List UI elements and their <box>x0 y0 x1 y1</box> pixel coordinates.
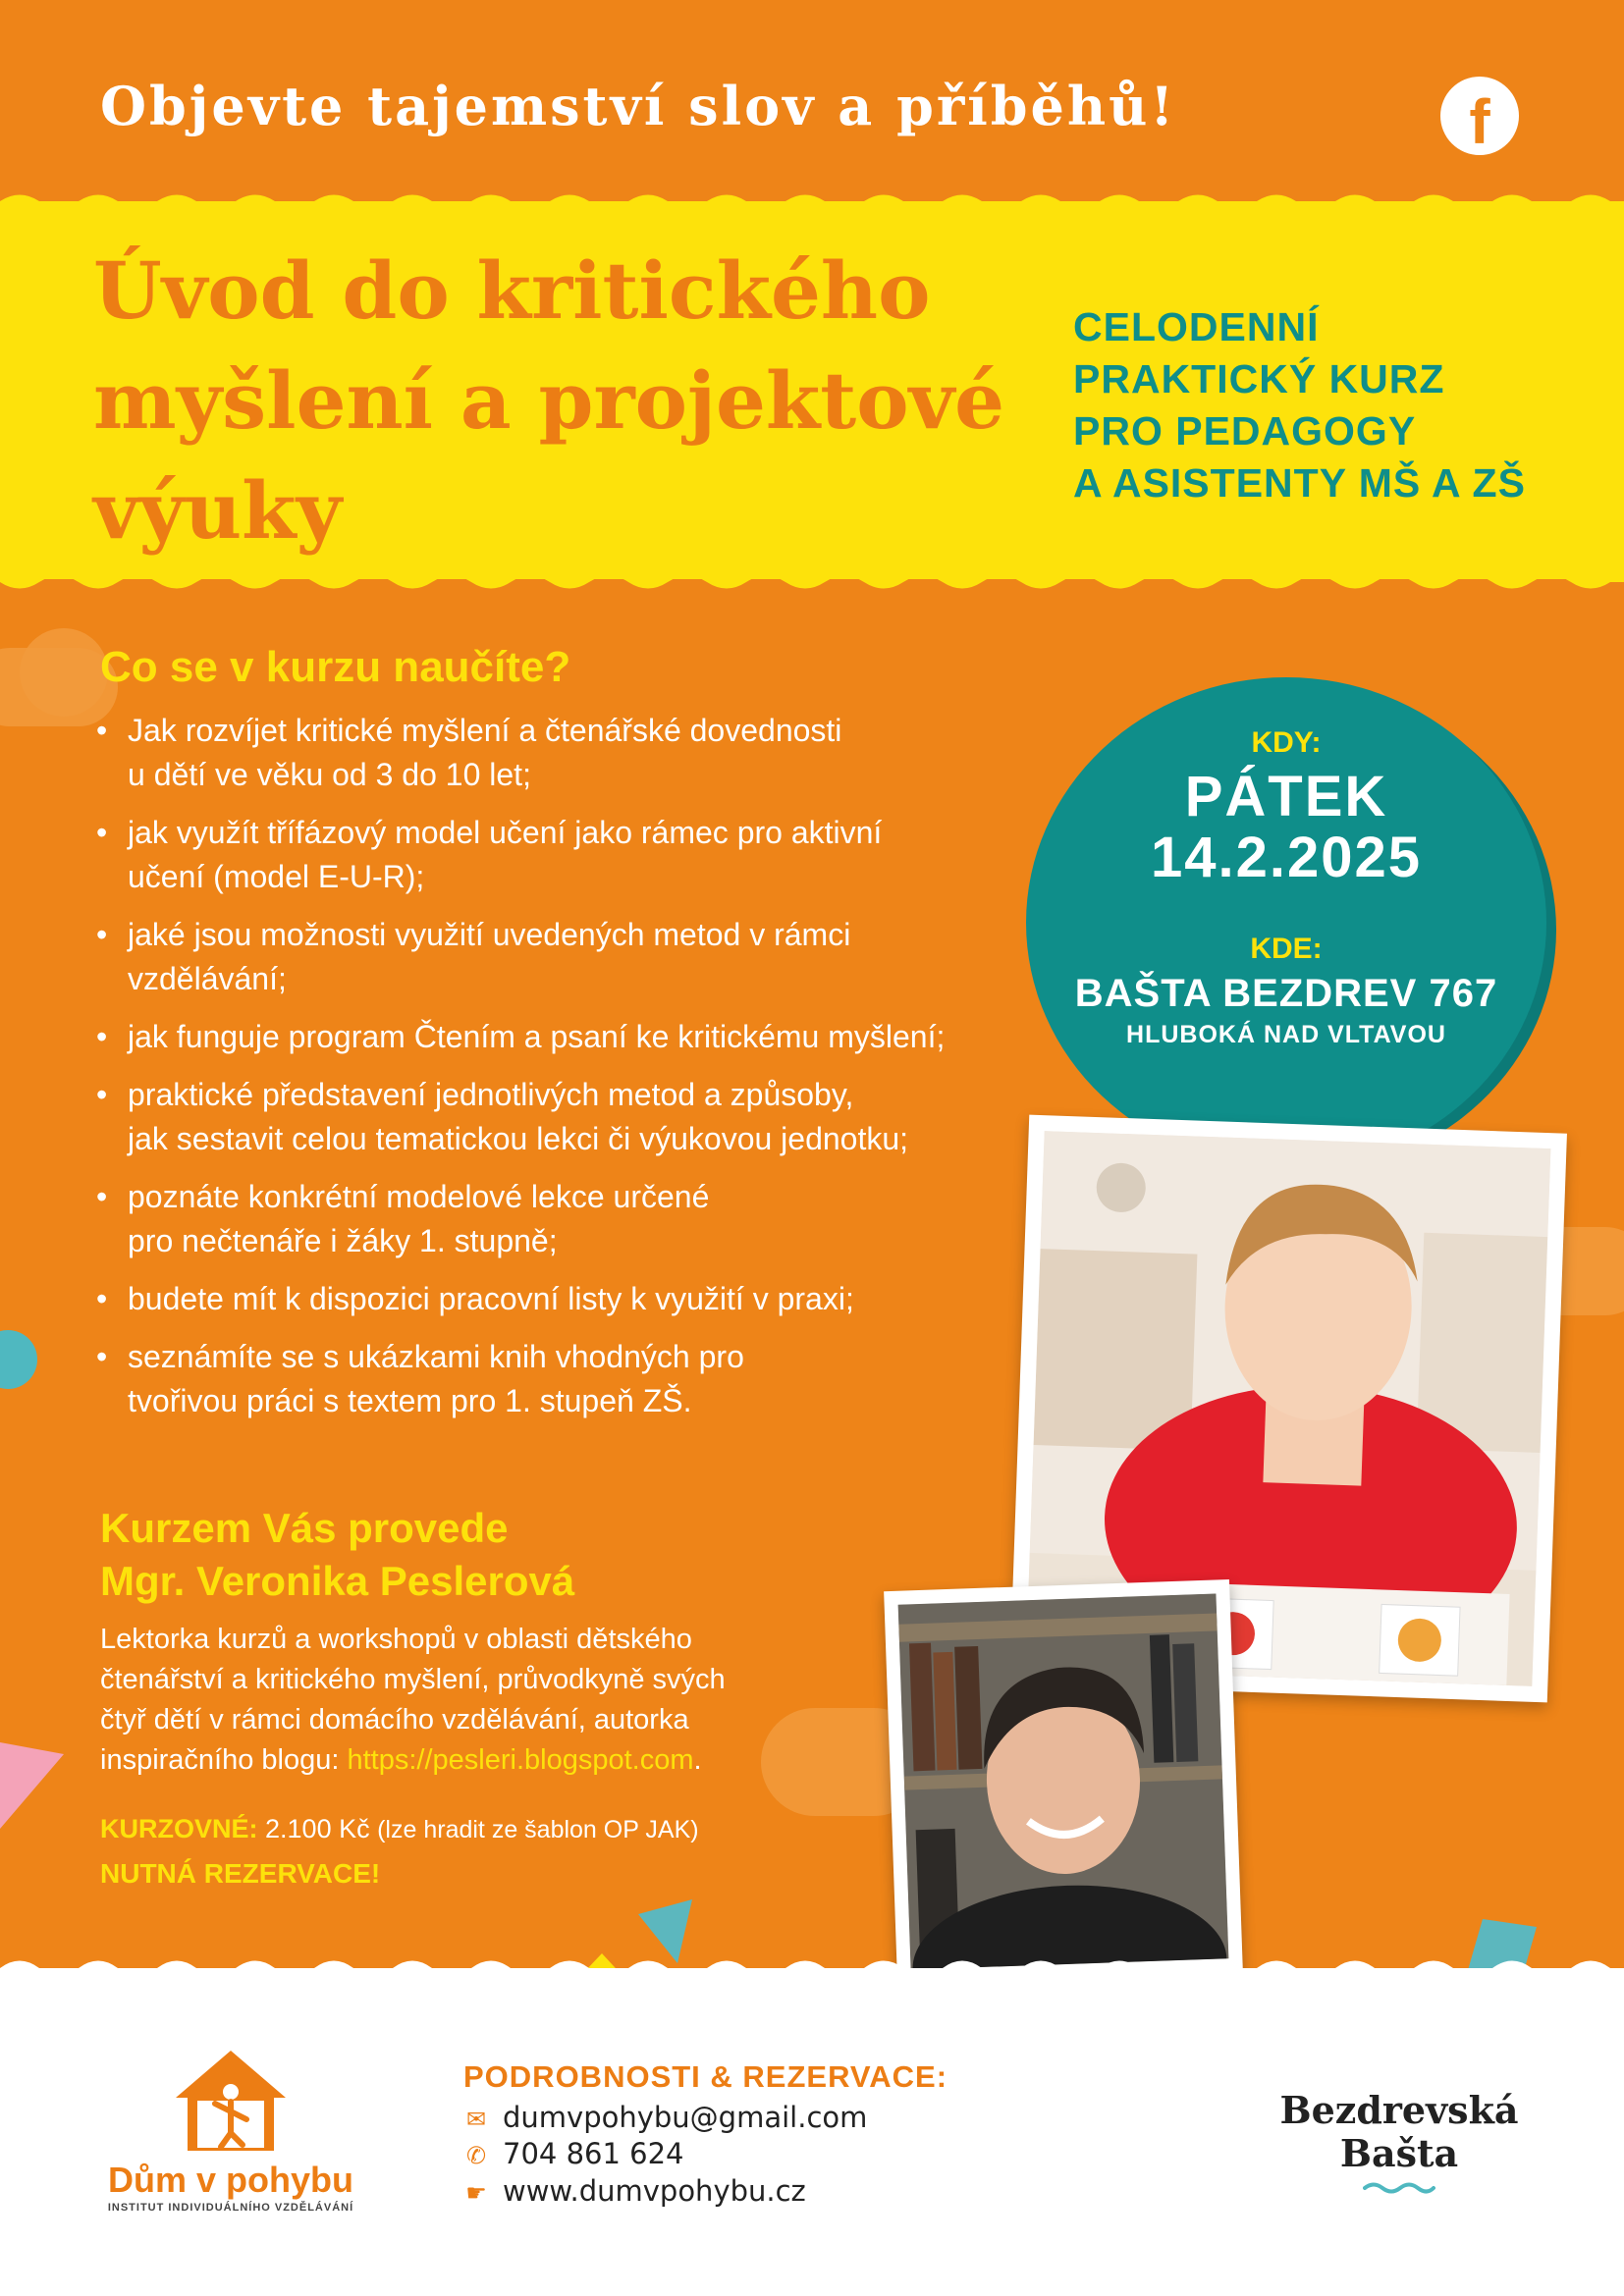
partner-logo <box>1262 2089 1537 2175</box>
list-item-text: tvořivou práci s textem pro 1. stupeň ZŠ. <box>128 1383 692 1418</box>
list-item-text: • Jak rozvíjet kritické myšlení a čtenářské dovednosti <box>128 713 842 748</box>
contact-email[interactable] <box>463 2101 867 2134</box>
facebook-icon[interactable]: f <box>1440 77 1519 155</box>
learn-heading: Co se v kurzu naučíte? <box>100 643 571 691</box>
list-item-text: vzdělávání; <box>128 961 287 996</box>
course-title-line: Úvod do kritického <box>93 244 931 337</box>
course-fee <box>100 1814 699 1844</box>
list-item <box>96 913 1039 1001</box>
wave-icon <box>1363 2181 1435 2195</box>
list-item-text: • jaké jsou možnosti využití uvedených metod v rámci <box>128 917 851 952</box>
fee-note: (lze hradit ze šablon OP JAK) <box>377 1816 699 1843</box>
list-item-text: • budete mít k dispozici pracovní listy k využití v praxi; <box>128 1281 854 1316</box>
lecturer-heading-line: Kurzem Vás provede <box>100 1505 509 1551</box>
course-type-line: PRO PEDAGOGY <box>1073 408 1417 454</box>
list-item-text: • seznámíte se s ukázkami knih vhodných pro <box>128 1339 744 1374</box>
list-item-text: pro nečtenáře i žáky 1. stupně; <box>128 1223 558 1258</box>
cloud-decoration <box>20 628 108 717</box>
list-item <box>96 709 1039 797</box>
when-label: KDY: <box>1251 726 1322 759</box>
bio-line: čtyř dětí v rámci domácího vzdělávání, autorka <box>100 1704 689 1735</box>
course-type-line: A ASISTENTY MŠ A ZŠ <box>1073 460 1526 506</box>
list-item-text: • praktické představení jednotlivých metod a způsoby, <box>128 1077 854 1112</box>
course-type-line: PRAKTICKÝ KURZ <box>1073 356 1445 401</box>
list-item-text: • jak funguje program Čtením a psaní ke kritickému myšlení; <box>128 1019 946 1054</box>
course-title <box>93 236 1065 565</box>
fee-amount: 2.100 Kč <box>265 1814 370 1843</box>
list-item <box>96 1073 1039 1161</box>
contact-phone[interactable] <box>463 2137 684 2170</box>
lecturer-photo-image <box>898 1593 1229 1969</box>
event-place: BAŠTA BEZDREV 767 <box>1074 972 1498 1015</box>
list-item-text: • poznáte konkrétní modelové lekce určené <box>128 1179 710 1214</box>
blog-link[interactable]: https://pesleri.blogspot.com <box>347 1744 694 1776</box>
event-date: 14.2.2025 <box>1150 826 1423 889</box>
event-day: PÁTEK <box>1184 765 1388 828</box>
house-logo-icon <box>172 2047 290 2155</box>
course-type-line: CELODENNÍ <box>1073 304 1320 349</box>
hand-pointer-icon: ☛ <box>465 2179 487 2207</box>
course-title-line: myšlení a projektové <box>93 354 1004 447</box>
list-item <box>96 1015 1039 1059</box>
teal-dot-decoration <box>0 1330 37 1389</box>
tagline: Objevte tajemství slov a příběhů! <box>100 75 1177 137</box>
organizer-name: Dům v pohybu <box>108 2160 353 2200</box>
lecturer-bio <box>100 1620 886 1781</box>
zigzag-divider <box>0 569 1624 595</box>
list-item <box>96 1175 1039 1263</box>
phone-icon: ✆ <box>465 2142 487 2169</box>
lecturer-heading <box>100 1502 574 1608</box>
list-item <box>96 1335 1039 1423</box>
reservation-note: NUTNÁ REZERVACE! <box>100 1858 381 1889</box>
bio-text: inspiračního blogu: <box>100 1744 348 1776</box>
pink-triangle-decoration <box>0 1742 69 1831</box>
list-item-text: • jak využít třífázový model učení jako rámec pro aktivní <box>128 815 883 850</box>
phone-text[interactable]: 704 861 624 <box>503 2137 684 2170</box>
event-city: HLUBOKÁ NAD VLTAVOU <box>1126 1021 1446 1048</box>
email-icon: ✉ <box>465 2106 487 2133</box>
course-title-line: výuky <box>93 464 343 557</box>
list-item-text: jak sestavit celou tematickou lekci či výukovou jednotku; <box>128 1121 909 1156</box>
list-item <box>96 1277 1039 1321</box>
learn-list <box>96 709 1039 1437</box>
web-text[interactable]: www.dumvpohybu.cz <box>503 2174 806 2208</box>
partner-logo-line: Bezdrevská <box>1279 2088 1519 2132</box>
bio-line <box>100 1740 886 1781</box>
list-item-text: učení (model E-U-R); <box>128 859 425 894</box>
lecturer-photo <box>884 1579 1243 1984</box>
list-item-text: u dětí ve věku od 3 do 10 let; <box>128 757 531 792</box>
lecturer-name: Mgr. Veronika Peslerová <box>100 1558 575 1604</box>
zigzag-divider <box>0 1953 1624 1983</box>
fee-label: KURZOVNÉ: <box>100 1814 258 1843</box>
contact-heading: PODROBNOSTI & REZERVACE: <box>463 2059 948 2094</box>
contact-web[interactable] <box>463 2174 806 2208</box>
email-text[interactable]: dumvpohybu@gmail.com <box>503 2101 868 2134</box>
where-label: KDE: <box>1250 933 1323 965</box>
course-type <box>1073 301 1526 509</box>
bio-text: . <box>693 1744 702 1776</box>
list-item <box>96 811 1039 899</box>
organizer-subtitle: INSTITUT INDIVIDUÁLNÍHO VZDĚLÁVÁNÍ <box>107 2202 354 2214</box>
zigzag-divider <box>0 188 1624 214</box>
bio-line: čtenářství a kritického myšlení, průvodkyně svých <box>100 1664 726 1695</box>
partner-logo-line: Bašta <box>1339 2131 1459 2175</box>
bio-line: Lektorka kurzů a workshopů v oblasti dětského <box>100 1624 692 1655</box>
